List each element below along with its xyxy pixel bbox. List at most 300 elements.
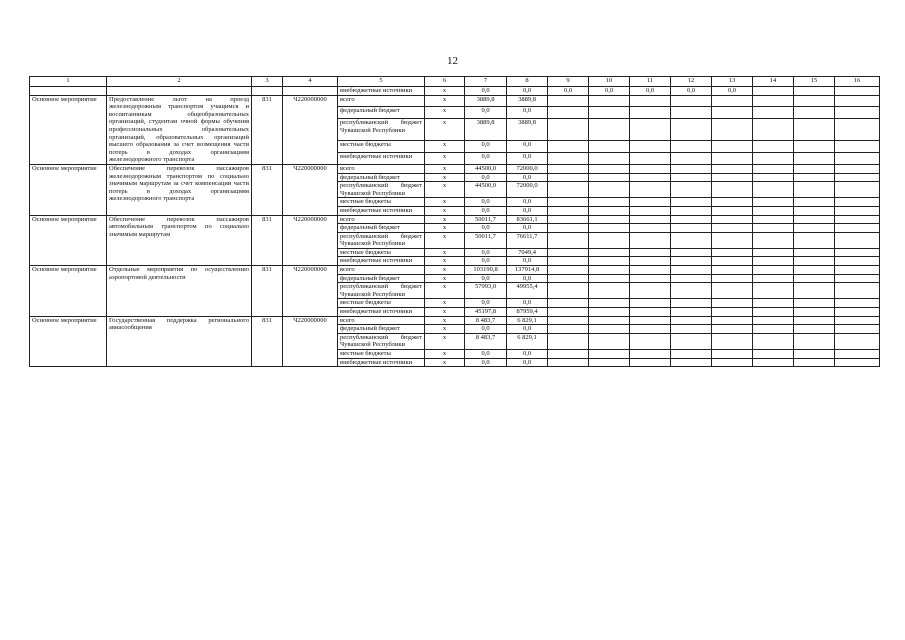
value-cell: 76611,7 (507, 232, 548, 248)
value-cell: 0,0 (671, 87, 712, 96)
column-number-header: 10 (589, 77, 630, 87)
empty-cell (835, 224, 880, 233)
column-6-cell: х (425, 95, 465, 107)
page-number: 12 (447, 55, 458, 67)
column-6-cell: х (425, 316, 465, 325)
column-number-header: 1 (30, 77, 107, 87)
empty-cell (589, 316, 630, 325)
value-cell: 0,0 (465, 206, 507, 215)
empty-cell (712, 274, 753, 283)
empty-cell (548, 119, 589, 141)
empty-cell (589, 119, 630, 141)
empty-cell (589, 299, 630, 308)
column-number-header: 14 (753, 77, 794, 87)
empty-cell (630, 248, 671, 257)
value-cell: 57993,0 (465, 283, 507, 299)
empty-cell (712, 308, 753, 317)
empty-cell (671, 119, 712, 141)
event-type: Основное мероприятие (30, 164, 107, 215)
value-cell: 3889,8 (465, 119, 507, 141)
empty-cell (753, 325, 794, 334)
empty-cell (589, 107, 630, 119)
empty-cell (671, 358, 712, 367)
funding-source: федеральный бюджет (338, 107, 425, 119)
empty-cell (835, 283, 880, 299)
value-cell: 0,0 (507, 257, 548, 266)
empty-cell (630, 350, 671, 359)
empty-cell (753, 358, 794, 367)
empty-cell (753, 164, 794, 173)
empty-cell (794, 232, 835, 248)
value-cell: 0,0 (465, 274, 507, 283)
empty-cell (630, 316, 671, 325)
event-name: Предоставление льгот на проезд железнодорожным транспортом учащимся и воспитанникам общеобразовательных организаций, студентам очной формы обучения профессиональных образовательных организаций, образовательных организаций высшего образования за счет возмещения части потерь в доходах организациям железнодорожного транспорта (107, 95, 252, 164)
empty-cell (548, 153, 589, 165)
value-cell: 6 829,1 (507, 333, 548, 349)
value-cell: 0,0 (507, 358, 548, 367)
empty-cell (835, 95, 880, 107)
budget-classification-code: Ч220000000 (283, 164, 338, 215)
empty-cell (107, 87, 252, 96)
empty-cell (712, 333, 753, 349)
empty-cell (835, 266, 880, 275)
empty-cell (548, 224, 589, 233)
value-cell: 50011,7 (465, 232, 507, 248)
empty-cell (794, 119, 835, 141)
empty-cell (794, 153, 835, 165)
value-cell: 0,0 (507, 274, 548, 283)
empty-cell (630, 198, 671, 207)
value-cell: 72000,0 (507, 182, 548, 198)
column-6-cell: х (425, 257, 465, 266)
value-cell: 44500,0 (465, 182, 507, 198)
value-cell: 50011,7 (465, 215, 507, 224)
budget-table (29, 76, 880, 367)
column-6-cell: х (425, 350, 465, 359)
empty-cell (794, 164, 835, 173)
empty-cell (712, 153, 753, 165)
empty-cell (835, 333, 880, 349)
column-6-cell: х (425, 141, 465, 153)
table-row (30, 87, 880, 96)
empty-cell (753, 119, 794, 141)
column-6-cell: х (425, 173, 465, 182)
empty-cell (712, 95, 753, 107)
empty-cell (671, 248, 712, 257)
empty-cell (794, 224, 835, 233)
empty-cell (630, 325, 671, 334)
empty-cell (630, 206, 671, 215)
empty-cell (630, 257, 671, 266)
empty-cell (589, 173, 630, 182)
empty-cell (835, 308, 880, 317)
empty-cell (712, 358, 753, 367)
empty-cell (794, 182, 835, 198)
empty-cell (712, 283, 753, 299)
empty-cell (671, 316, 712, 325)
empty-cell (548, 182, 589, 198)
empty-cell (589, 206, 630, 215)
column-6-cell: х (425, 198, 465, 207)
event-name: Отдельные мероприятия по осуществлению аэропортовой деятельности (107, 266, 252, 317)
empty-cell (835, 198, 880, 207)
empty-cell (671, 182, 712, 198)
empty-cell (589, 141, 630, 153)
value-cell: 0,0 (507, 87, 548, 96)
empty-cell (794, 358, 835, 367)
column-number-header: 16 (835, 77, 880, 87)
funding-source: всего (338, 316, 425, 325)
empty-cell (589, 182, 630, 198)
budget-classification-code: Ч220000000 (283, 316, 338, 367)
value-cell: 0,0 (465, 248, 507, 257)
empty-cell (671, 350, 712, 359)
empty-cell (630, 299, 671, 308)
empty-cell (252, 87, 283, 96)
empty-cell (548, 283, 589, 299)
column-6-cell: х (425, 248, 465, 257)
empty-cell (630, 215, 671, 224)
empty-cell (671, 198, 712, 207)
empty-cell (712, 316, 753, 325)
funding-source: внебюджетные источники (338, 153, 425, 165)
empty-cell (671, 283, 712, 299)
column-6-cell: х (425, 266, 465, 275)
empty-cell (794, 87, 835, 96)
empty-cell (835, 119, 880, 141)
empty-cell (794, 308, 835, 317)
funding-source: всего (338, 215, 425, 224)
empty-cell (630, 333, 671, 349)
grbs-code: 831 (252, 164, 283, 215)
empty-cell (548, 308, 589, 317)
empty-cell (589, 215, 630, 224)
empty-cell (630, 95, 671, 107)
event-type: Основное мероприятие (30, 215, 107, 266)
empty-cell (630, 308, 671, 317)
value-cell: 8 483,7 (465, 316, 507, 325)
empty-cell (589, 325, 630, 334)
column-6-cell: х (425, 182, 465, 198)
empty-cell (753, 206, 794, 215)
column-number-header: 15 (794, 77, 835, 87)
value-cell: 0,0 (507, 325, 548, 334)
empty-cell (548, 232, 589, 248)
empty-cell (548, 333, 589, 349)
empty-cell (835, 215, 880, 224)
empty-cell (712, 325, 753, 334)
empty-cell (630, 164, 671, 173)
column-6-cell: х (425, 325, 465, 334)
empty-cell (630, 274, 671, 283)
funding-source: внебюджетные источники (338, 308, 425, 317)
empty-cell (548, 215, 589, 224)
empty-cell (712, 299, 753, 308)
value-cell: 83661,1 (507, 215, 548, 224)
empty-cell (589, 232, 630, 248)
funding-source: внебюджетные источники (338, 87, 425, 96)
column-6-cell: х (425, 333, 465, 349)
value-cell: 0,0 (465, 107, 507, 119)
empty-cell (835, 248, 880, 257)
column-number-header: 9 (548, 77, 589, 87)
empty-cell (630, 141, 671, 153)
empty-cell (589, 198, 630, 207)
empty-cell (589, 308, 630, 317)
column-6-cell: х (425, 299, 465, 308)
empty-cell (589, 283, 630, 299)
empty-cell (835, 232, 880, 248)
value-cell: 0,0 (589, 87, 630, 96)
value-cell: 0,0 (507, 141, 548, 153)
value-cell: 0,0 (507, 350, 548, 359)
empty-cell (712, 206, 753, 215)
column-6-cell: х (425, 206, 465, 215)
empty-cell (630, 283, 671, 299)
column-6-cell: х (425, 107, 465, 119)
value-cell: 0,0 (507, 173, 548, 182)
event-type: Основное мероприятие (30, 316, 107, 367)
empty-cell (712, 164, 753, 173)
column-6-cell: х (425, 224, 465, 233)
grbs-code: 831 (252, 215, 283, 266)
funding-source: внебюджетные источники (338, 206, 425, 215)
empty-cell (712, 350, 753, 359)
empty-cell (548, 274, 589, 283)
empty-cell (753, 308, 794, 317)
empty-cell (712, 266, 753, 275)
grbs-code: 831 (252, 266, 283, 317)
empty-cell (835, 164, 880, 173)
funding-source: республиканский бюджет Чувашской Республики (338, 119, 425, 141)
funding-source: федеральный бюджет (338, 325, 425, 334)
empty-cell (630, 153, 671, 165)
empty-cell (671, 266, 712, 275)
value-cell: 103190,8 (465, 266, 507, 275)
funding-source: местные бюджеты (338, 248, 425, 257)
empty-cell (712, 119, 753, 141)
empty-cell (671, 95, 712, 107)
empty-cell (753, 87, 794, 96)
empty-cell (548, 257, 589, 266)
empty-cell (589, 248, 630, 257)
empty-cell (753, 153, 794, 165)
empty-cell (671, 308, 712, 317)
value-cell: 3889,8 (507, 95, 548, 107)
value-cell: 0,0 (507, 224, 548, 233)
value-cell: 0,0 (630, 87, 671, 96)
column-6-cell: х (425, 119, 465, 141)
empty-cell (835, 153, 880, 165)
empty-cell (712, 198, 753, 207)
value-cell: 0,0 (465, 224, 507, 233)
column-number-header: 7 (465, 77, 507, 87)
column-number-header: 2 (107, 77, 252, 87)
value-cell: 0,0 (465, 350, 507, 359)
empty-cell (630, 107, 671, 119)
empty-cell (753, 266, 794, 275)
empty-cell (794, 350, 835, 359)
empty-cell (671, 164, 712, 173)
funding-source: местные бюджеты (338, 299, 425, 308)
value-cell: 0,0 (465, 325, 507, 334)
empty-cell (753, 215, 794, 224)
empty-cell (753, 107, 794, 119)
empty-cell (589, 224, 630, 233)
value-cell: 0,0 (507, 198, 548, 207)
table-row (30, 316, 880, 325)
empty-cell (589, 266, 630, 275)
value-cell: 0,0 (507, 299, 548, 308)
funding-source: местные бюджеты (338, 141, 425, 153)
empty-cell (671, 257, 712, 266)
empty-cell (283, 87, 338, 96)
empty-cell (630, 173, 671, 182)
empty-cell (671, 224, 712, 233)
value-cell: 72000,0 (507, 164, 548, 173)
funding-source: внебюджетные источники (338, 257, 425, 266)
empty-cell (753, 141, 794, 153)
empty-cell (589, 350, 630, 359)
table-row (30, 164, 880, 173)
empty-cell (753, 350, 794, 359)
value-cell: 0,0 (465, 141, 507, 153)
empty-cell (712, 257, 753, 266)
value-cell: 137914,8 (507, 266, 548, 275)
empty-cell (794, 198, 835, 207)
empty-cell (835, 358, 880, 367)
column-6-cell: х (425, 153, 465, 165)
empty-cell (794, 283, 835, 299)
empty-cell (794, 141, 835, 153)
empty-cell (835, 141, 880, 153)
empty-cell (671, 274, 712, 283)
empty-cell (753, 283, 794, 299)
grbs-code: 831 (252, 316, 283, 367)
column-number-row (30, 77, 880, 87)
funding-source: федеральный бюджет (338, 173, 425, 182)
empty-cell (671, 232, 712, 248)
empty-cell (630, 266, 671, 275)
empty-cell (835, 299, 880, 308)
empty-cell (630, 358, 671, 367)
empty-cell (753, 182, 794, 198)
empty-cell (835, 87, 880, 96)
empty-cell (835, 257, 880, 266)
column-number-header: 12 (671, 77, 712, 87)
empty-cell (794, 274, 835, 283)
funding-source: всего (338, 164, 425, 173)
event-type: Основное мероприятие (30, 95, 107, 164)
empty-cell (712, 215, 753, 224)
funding-source: всего (338, 95, 425, 107)
empty-cell (712, 224, 753, 233)
value-cell: 0,0 (465, 87, 507, 96)
empty-cell (671, 173, 712, 182)
value-cell: 3889,8 (507, 119, 548, 141)
value-cell: 6 829,1 (507, 316, 548, 325)
column-6-cell: х (425, 232, 465, 248)
empty-cell (548, 164, 589, 173)
empty-cell (753, 95, 794, 107)
empty-cell (753, 333, 794, 349)
value-cell: 3889,8 (465, 95, 507, 107)
column-number-header: 3 (252, 77, 283, 87)
empty-cell (794, 248, 835, 257)
column-number-header: 8 (507, 77, 548, 87)
empty-cell (548, 141, 589, 153)
empty-cell (548, 266, 589, 275)
empty-cell (794, 173, 835, 182)
empty-cell (548, 358, 589, 367)
empty-cell (589, 153, 630, 165)
empty-cell (712, 232, 753, 248)
empty-cell (548, 198, 589, 207)
budget-classification-code: Ч220000000 (283, 215, 338, 266)
value-cell: 0,0 (507, 153, 548, 165)
empty-cell (671, 325, 712, 334)
empty-cell (589, 257, 630, 266)
funding-source: всего (338, 266, 425, 275)
empty-cell (794, 316, 835, 325)
funding-source: федеральный бюджет (338, 274, 425, 283)
column-6-cell: х (425, 164, 465, 173)
empty-cell (835, 316, 880, 325)
empty-cell (753, 248, 794, 257)
empty-cell (548, 316, 589, 325)
empty-cell (753, 198, 794, 207)
empty-cell (548, 350, 589, 359)
value-cell: 7049,4 (507, 248, 548, 257)
column-6-cell: х (425, 358, 465, 367)
value-cell: 0,0 (465, 358, 507, 367)
table-row (30, 266, 880, 275)
empty-cell (548, 206, 589, 215)
value-cell: 8 483,7 (465, 333, 507, 349)
empty-cell (753, 257, 794, 266)
empty-cell (794, 95, 835, 107)
empty-cell (753, 316, 794, 325)
funding-source: республиканский бюджет Чувашской Республики (338, 283, 425, 299)
empty-cell (835, 350, 880, 359)
empty-cell (548, 248, 589, 257)
table-row (30, 215, 880, 224)
empty-cell (589, 95, 630, 107)
empty-cell (794, 215, 835, 224)
value-cell: 45197,8 (465, 308, 507, 317)
empty-cell (794, 299, 835, 308)
empty-cell (753, 232, 794, 248)
empty-cell (712, 141, 753, 153)
empty-cell (753, 173, 794, 182)
empty-cell (835, 107, 880, 119)
funding-source: внебюджетные источники (338, 358, 425, 367)
empty-cell (630, 119, 671, 141)
empty-cell (548, 107, 589, 119)
funding-source: республиканский бюджет Чувашской Республики (338, 333, 425, 349)
empty-cell (835, 182, 880, 198)
empty-cell (671, 107, 712, 119)
empty-cell (753, 224, 794, 233)
funding-source: республиканский бюджет Чувашской Республики (338, 232, 425, 248)
value-cell: 0,0 (712, 87, 753, 96)
value-cell: 0,0 (465, 299, 507, 308)
value-cell: 44500,0 (465, 164, 507, 173)
column-number-header: 5 (338, 77, 425, 87)
empty-cell (630, 182, 671, 198)
empty-cell (712, 173, 753, 182)
empty-cell (794, 333, 835, 349)
